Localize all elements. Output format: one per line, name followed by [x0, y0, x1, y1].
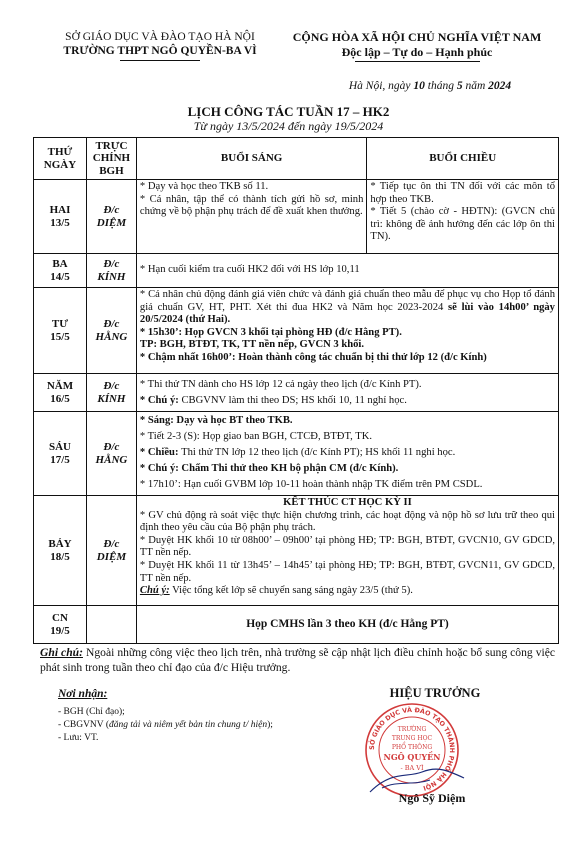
recipient-item: - CBGVNV (đăng tải và niêm yết bản tin chung t/ hiện); — [58, 720, 273, 730]
header-day: THỨ NGÀY — [34, 138, 87, 180]
school-name: TRƯỜNG THPT NGÔ QUYỀN-BA VÌ — [63, 45, 257, 57]
date-month-label: tháng — [424, 80, 457, 92]
date-prefix: Hà Nội, ngày — [348, 80, 414, 92]
stamp-center-line: NGÔ QUYỀN — [383, 752, 441, 762]
row-morning: * Cá nhân chủ động đánh giá viên chức và đánh giá chuẩn theo mẫu để phục vụ cho Họp tổ đánh giá chuẩn GV, HT, PHT. Xét thi đua HK2 và Năm học 2023-2024 sẽ lùi vào 14h00’ ngày 20/5/2024 (thứ Hai). * 15h30’: Họp GVCN 3 khối tại phòng HĐ (đ/c Hằng PT). TP: BGH, BTĐT, TK, TT nền nếp, GVCN 3 khối. * Chậm nhất 16h00’: Hoàn thành công tác chuẩn bị thi thử lớp 12 (đ/c Kính) — [136, 288, 558, 374]
footnote-label: Ghi chú: — [40, 646, 83, 659]
signer-name: Ngô Sỹ Diệm — [398, 791, 466, 805]
table-row — [34, 496, 559, 606]
agency-name: SỞ GIÁO DỤC VÀ ĐÀO TẠO HÀ NỘI — [65, 31, 255, 43]
row-afternoon: * Tiếp tục ôn thi TN đối với các môn tổ hợp theo TKB. * Tiết 5 (chào cờ - HĐTN): (GVCN chủ trì: không đề ảnh hưởng đến các lớp ôn thi TN). — [367, 180, 559, 254]
recipients-block — [58, 688, 298, 745]
row-day: BA 14/5 — [34, 254, 87, 288]
nation-header — [282, 30, 552, 59]
stamp-center-line: TRUNG HỌC — [391, 735, 433, 742]
recipients-label: Nơi nhận: — [58, 688, 108, 700]
table-row — [34, 606, 559, 644]
page-title: LỊCH CÔNG TÁC TUẦN 17 – HK2 — [187, 104, 390, 119]
signature-stroke — [370, 769, 464, 792]
row-duty: Đ/c KÍNH — [86, 374, 136, 412]
row-morning: * Sáng: Dạy và học BT theo TKB. * Tiết 2-3 (S): Họp giao ban BGH, CTCĐ, BTĐT, TK. * Chiều: Thi thử TN lớp 12 theo lịch (đ/c Kính PT); HS khối 11 nghỉ học. * Chú ý: Chấm Thi thử theo KH bộ phận CM (đ/c Kính). * 17h10’: Hạn cuối GVBM lớp 10-11 hoàn thành nhập TK điểm trên PM CSDL. — [136, 412, 558, 496]
row-duty: Đ/c DIỆM — [86, 180, 136, 254]
signer-title: HIỆU TRƯỞNG — [389, 686, 481, 700]
row-duty: Đ/c DIỆM — [86, 496, 136, 606]
official-stamp — [352, 700, 472, 800]
row-duty — [86, 606, 136, 644]
footnote-text: Ngoài những công việc theo lịch trên, nhà trường sẽ cập nhật lịch điều chỉnh hoặc bổ sung công việc phát sinh trong tuần theo chỉ đạo của đ/c Hiệu trưởng. — [40, 646, 556, 674]
row-morning: * Hạn cuối kiểm tra cuối HK2 đối với HS lớp 10,11 — [136, 254, 558, 288]
stamp-center-line: PHỔ THÔNG — [391, 744, 433, 751]
header-morning: BUỔI SÁNG — [136, 138, 366, 180]
table-row — [34, 412, 559, 496]
recipient-item: - Lưu: VT. — [58, 733, 99, 743]
footnote — [40, 645, 555, 675]
document-date — [310, 80, 550, 92]
date-day: 10 — [413, 80, 425, 92]
row-day: NĂM 16/5 — [34, 374, 87, 412]
table-header-row — [34, 138, 559, 180]
row-morning: KẾT THÚC CT HỌC KỲ II * GV chủ động rà soát việc thực hiện chương trình, các hoạt động và nộp hồ sơ lưu trữ theo qui định theo yêu cầu của Bộ phận phụ trách. * Duyệt HK khối 10 từ 08h00’ – 09h00’ tại phòng HĐ; TP: BGH, BTĐT, GVCN10, GV GDCD, TT nền nếp. * Duyệt HK khối 11 từ 13h45’ – 14h45’ tại phòng HĐ; TP: BGH, BTĐT, GVCN11, GV GDCD, TT nền nếp. Chú ý: Việc tổng kết lớp sẽ chuyển sang sáng ngày 23/5 (thứ 5). — [136, 496, 558, 606]
stamp-center-line: TRƯỜNG — [397, 726, 427, 733]
row-day: TƯ 15/5 — [34, 288, 87, 374]
agency-underline — [120, 60, 200, 61]
weekly-schedule-table — [33, 137, 559, 644]
row-day: HAI 13/5 — [34, 180, 87, 254]
agency-header — [40, 30, 280, 58]
row-day: SÁU 17/5 — [34, 412, 87, 496]
table-row — [34, 254, 559, 288]
table-row — [34, 374, 559, 412]
stamp-center-line: - BA VÌ — [400, 764, 424, 772]
date-month: 5 — [456, 80, 463, 92]
nation-name: CỘNG HÒA XÃ HỘI CHỦ NGHĨA VIỆT NAM — [292, 30, 542, 44]
date-year: 2024 — [488, 80, 512, 92]
header-afternoon: BUỔI CHIỀU — [367, 138, 559, 180]
date-year-label: năm — [462, 80, 489, 92]
table-row — [34, 180, 559, 254]
page-subtitle: Từ ngày 13/5/2024 đến ngày 19/5/2024 — [193, 119, 384, 133]
row-day: CN 19/5 — [34, 606, 87, 644]
row-morning: * Dạy và học theo TKB số 11. * Cá nhân, tập thể có thành tích gửi hồ sơ, minh chứng về bộ phận phụ trách để đề xuất khen thưởng. — [136, 180, 366, 254]
row-morning: Họp CMHS lần 3 theo KH (đ/c Hằng PT) — [136, 606, 558, 644]
stamp-ring-text: SỞ GIÁO DỤC VÀ ĐÀO TẠO THÀNH PHỐ HÀ NỘI — [367, 705, 457, 793]
row-day: BẢY 18/5 — [34, 496, 87, 606]
nation-motto: Độc lập – Tự do – Hạnh phúc — [341, 44, 493, 59]
table-row — [34, 288, 559, 374]
row-duty: Đ/c KÍNH — [86, 254, 136, 288]
motto-underline — [355, 61, 480, 62]
header-duty: TRỰC CHÍNH BGH — [86, 138, 136, 180]
row-duty: Đ/c HẰNG — [86, 412, 136, 496]
recipient-item: - BGH (Chỉ đạo); — [58, 707, 125, 717]
row-morning: * Thi thử TN dành cho HS lớp 12 cả ngày theo lịch (đ/c Kính PT). * Chú ý: CBGVNV làm thi theo DS; HS khối 10, 11 nghỉ học. — [136, 374, 558, 412]
row-duty: Đ/c HẰNG — [86, 288, 136, 374]
